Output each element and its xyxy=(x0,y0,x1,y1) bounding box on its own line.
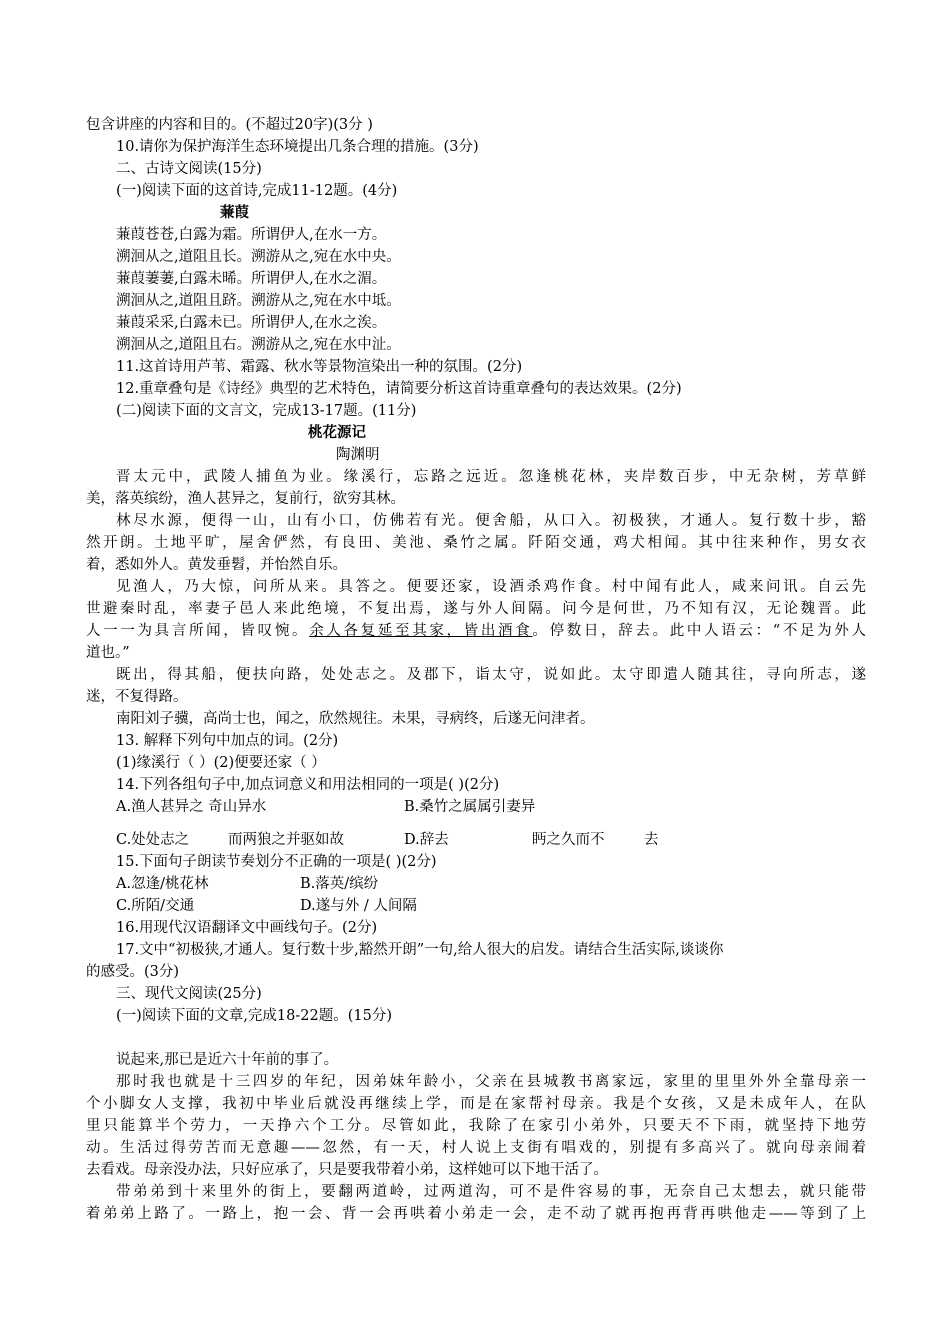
article-line: 带弟弟到十来里外的街上，要翻两道岭，过两道沟，可不是件容易的事，无奈自己太想去，就只能带 xyxy=(116,1184,866,1200)
question-17-cont: 的感受。(3分) xyxy=(86,964,180,980)
question-14-options-ab xyxy=(86,796,866,818)
exam-page xyxy=(86,114,866,1225)
question-16: 16.用现代汉语翻译文中画线句子。(2分) xyxy=(116,920,378,936)
article-line: 去看戏。母亲没办法，只好应承了，只是要我带着小弟，这样她可以下地干活了。 xyxy=(86,1162,608,1178)
prose-line: 林尽水源，便得一山，山有小口，仿佛若有光。便舍船，从口入。初极狭，才通人。复行数十步，豁 xyxy=(116,513,866,529)
question-15-options-cd xyxy=(86,895,866,917)
article-line: 那时我也就是十三四岁的年纪，因弟妹年龄小，父亲在县城教书离家远，家里的里里外外全靠母亲一 xyxy=(116,1074,866,1090)
option-c: C.处处志之 xyxy=(116,832,190,848)
prose-line: 美，落英缤纷，渔人甚异之，复前行，欲穷其林。 xyxy=(86,491,405,507)
article-line: 里只能算半个劳力，一天挣六个工分。尽管如此，我除了在家引小弟外，只要天不下雨，就坚持下地劳 xyxy=(86,1118,866,1134)
option-b: B.落英/缤纷 xyxy=(300,876,379,892)
underlined-sentence: 余人各复延至其家，皆出酒食 xyxy=(309,623,533,639)
option-d: D.遂与外 / 人间隔 xyxy=(300,898,417,914)
prose-line: 道也。” xyxy=(86,645,130,661)
prose-line: 世避秦时乱，率妻子邑人来此绝境，不复出焉，遂与外人间隔。问今是何世，乃不知有汉，无论魏晋。此 xyxy=(86,601,866,617)
article-line: 着弟弟上路了。一路上，抱一会、背一会再哄着小弟走一会，走不动了就再抱再背再哄他走——等到了上 xyxy=(86,1206,866,1222)
prose-line xyxy=(86,620,866,642)
prose-line: 见渔人，乃大惊，问所从来。具答之。便要还家，设酒杀鸡作食。村中闻有此人，咸来问讯。自云先 xyxy=(116,579,866,595)
prose-line: 然开朗。土地平旷，屋舍俨然，有良田、美池、桑竹之属。阡陌交通，鸡犬相闻。其中往来种作，男女衣 xyxy=(86,535,866,551)
prose-author: 陶渊明 xyxy=(336,447,380,463)
option-c: C.所陌/交通 xyxy=(116,898,195,914)
subsection-heading: (二)阅读下面的文言文，完成13-17题。(11分) xyxy=(116,403,417,419)
option-c-pair: 而两狼之并驱如故 xyxy=(228,832,344,848)
question-13: 13. 解释下列句中加点的词。(2分) xyxy=(116,733,339,749)
text-line: 包含讲座的内容和目的。(不超过20字)(3分 ) xyxy=(86,117,373,133)
subsection-heading: (一)阅读下面的文章,完成18-22题。(15分) xyxy=(116,1008,392,1024)
question-15: 15.下面句子朗读节奏划分不正确的一项是( )(2分) xyxy=(116,854,437,870)
poem-title: 蒹葭 xyxy=(220,205,249,221)
prose-line: 晋太元中，武陵人捕鱼为业。缘溪行，忘路之远近。忽逢桃花林，夹岸数百步，中无杂树，芳草鲜 xyxy=(116,469,866,485)
prose-line: 既出，得其船，便扶向路，处处志之。及郡下，诣太守，说如此。太守即遣人随其往，寻向所志，遂 xyxy=(116,667,866,683)
option-d: D.辞去 xyxy=(404,832,449,848)
article-line: 个小脚女人支撑，我初中毕业后就没再继续上学，而是在家帮衬母亲。我是个女孩，又是未成年人，在队 xyxy=(86,1096,866,1112)
poem-line: 蒹葭萋萋,白露未晞。所谓伊人,在水之湄。 xyxy=(116,271,387,287)
option-a: A.忽逢/桃花林 xyxy=(116,876,209,892)
question-15-options-ab xyxy=(86,873,866,895)
prose-line: 南阳刘子骥，高尚士也，闻之，欣然规往。未果，寻病终，后遂无问津者。 xyxy=(116,711,595,727)
prose-line: 着，悉如外人。黄发垂髫，并怡然自乐。 xyxy=(86,557,347,573)
option-a: A.渔人甚异之 奇山异水 xyxy=(116,799,267,815)
question-14-options-cd xyxy=(86,829,866,851)
question-11: 11.这首诗用芦苇、霜露、秋水等景物渲染出一种的氛围。(2分) xyxy=(116,359,523,375)
poem-line: 溯洄从之,道阻且右。溯游从之,宛在水中沚。 xyxy=(116,337,401,353)
question-14: 14.下列各组句子中,加点词意义和用法相同的一项是( )(2分) xyxy=(116,777,500,793)
question-12: 12.重章叠句是《诗经》典型的艺术特色，请简要分析这首诗重章叠句的表达效果。(2分) xyxy=(116,381,682,397)
poem-line: 蒹葭苍苍,白露为霜。所谓伊人,在水一方。 xyxy=(116,227,387,243)
poem-line: 溯洄从之,道阻且跻。溯游从之,宛在水中坻。 xyxy=(116,293,401,309)
poem-line: 溯洄从之,道阻且长。溯游从之,宛在水中央。 xyxy=(116,249,401,265)
section-heading: 二、古诗文阅读(15分) xyxy=(116,161,262,177)
section-heading: 三、现代文阅读(25分) xyxy=(116,986,262,1002)
prose-text: 人一一为具言所闻，皆叹惋。 xyxy=(86,623,310,639)
subsection-heading: (一)阅读下面的这首诗,完成11-12题。(4分) xyxy=(116,183,398,199)
article-line: 动。生活过得劳苦而无意趣——忽然，有一天，村人说上支街有唱戏的，别提有多高兴了。就向母亲闹着 xyxy=(86,1140,866,1156)
question-10: 10.请你为保护海洋生态环境提出几条合理的措施。(3分) xyxy=(116,139,479,155)
option-b: B.桑竹之属属引妻异 xyxy=(404,799,536,815)
question-17: 17.文中“初极狭,才通人。复行数十步,豁然开朗”一句,给人很大的启发。请结合生活实际,谈谈你 xyxy=(116,942,724,958)
prose-text: 。停数日，辞去。此中人语云：“不足为外人 xyxy=(532,623,867,639)
option-d-tail: 去 xyxy=(644,832,659,848)
article-line: 说起来,那已是近六十年前的事了。 xyxy=(116,1052,339,1068)
question-13-items: (1)缘溪行（ ）(2)便要还家（ ） xyxy=(116,755,326,771)
poem-line: 蒹葭采采,白露未已。所谓伊人,在水之涘。 xyxy=(116,315,387,331)
prose-title: 桃花源记 xyxy=(308,425,366,441)
prose-line: 迷，不复得路。 xyxy=(86,689,188,705)
option-d-pair: 眄之久而不 xyxy=(532,832,605,848)
